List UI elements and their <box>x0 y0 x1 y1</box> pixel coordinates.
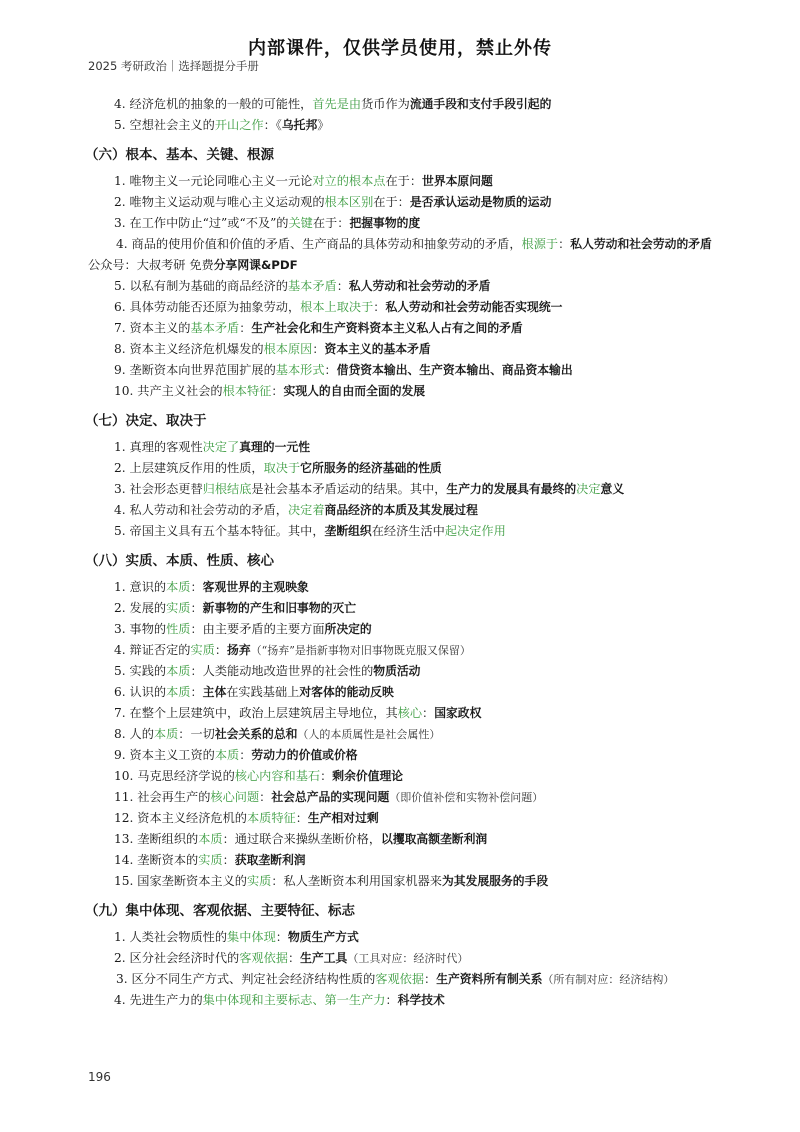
text-run: ： <box>239 321 252 335</box>
text-run: 11. 社会再生产的 <box>114 790 211 804</box>
keyword-highlight: 取决于 <box>263 461 301 475</box>
keyword-highlight: 根本原因 <box>263 342 313 356</box>
answer-bold: 生产力的发展具有最终的 <box>446 482 577 496</box>
list-item <box>88 276 718 297</box>
keyword-highlight: 基本形式 <box>275 363 325 377</box>
answer-bold: 以攫取高额垄断利润 <box>381 832 488 846</box>
keyword-highlight: 核心 <box>397 706 423 720</box>
section-title: （六）根本、基本、关键、根源 <box>85 147 274 163</box>
answer-bold: 真理的一元性 <box>239 440 310 454</box>
keyword-highlight: 客观依据 <box>239 951 288 965</box>
list-item <box>88 297 718 318</box>
list-item <box>88 339 718 360</box>
keyword-highlight: 实质 <box>198 853 223 867</box>
answer-bold: 垄断组织 <box>324 524 372 538</box>
text-run: 在经济生活中 <box>371 524 445 538</box>
text-run: 1. 意识的 <box>114 580 167 594</box>
keyword-highlight: 起决定作用 <box>444 524 506 538</box>
text-run: 》 <box>317 118 330 132</box>
text-run: 7. 资本主义的 <box>114 321 191 335</box>
text-run: ：由主要矛盾的主要方面 <box>190 622 325 636</box>
annotation-note: （“扬弃”是指新事物对旧事物既克服又保留） <box>250 644 471 657</box>
answer-bold: 世界本原问题 <box>422 174 493 188</box>
text-run: 13. 垄断组织的 <box>114 832 199 846</box>
text-run: 7. 在整个上层建筑中，政治上层建筑居主导地位，其 <box>114 706 398 720</box>
watermark-banner: 内部课件，仅供学员使用，禁止外传 <box>248 38 552 59</box>
text-run: 10. 共产主义社会的 <box>114 384 223 398</box>
keyword-highlight: 决定 <box>576 482 601 496</box>
keyword-highlight: 归根结底 <box>202 482 252 496</box>
list-item <box>88 850 718 871</box>
text-run: 4. 先进生产力的 <box>114 993 203 1007</box>
page-number: 196 <box>88 1070 111 1084</box>
text-run: ： <box>312 342 325 356</box>
text-run: 1. 真理的客观性 <box>114 440 203 454</box>
text-run: ： <box>424 972 437 986</box>
text-run: 14. 垄断资本的 <box>114 853 199 867</box>
text-run: 2. 上层建筑反作用的性质， <box>114 461 264 475</box>
keyword-highlight: 实质 <box>166 601 191 615</box>
text-run: 4. 商品的使用价值和价值的矛盾、生产商品的具体劳动和抽象劳动的矛盾， <box>116 237 522 251</box>
running-head: 2025 考研政治｜选择题提分手册 <box>88 59 259 73</box>
list-item <box>88 948 718 969</box>
text-run: 6. 认识的 <box>114 685 167 699</box>
section <box>88 94 718 136</box>
text-run: 3. 事物的 <box>114 622 167 636</box>
keyword-highlight: 核心问题 <box>210 790 260 804</box>
text-run: 2. 唯物主义运动观与唯心主义运动观的 <box>114 195 325 209</box>
keyword-highlight: 首先是由 <box>312 97 362 111</box>
text-run: ： <box>558 237 571 251</box>
text-run: ： <box>275 930 288 944</box>
text-run: 1. 人类社会物质性的 <box>114 930 228 944</box>
text-run: 2. 区分社会经济时代的 <box>114 951 240 965</box>
list-item <box>88 724 718 745</box>
list-item <box>88 381 718 402</box>
keyword-highlight: 对立的根本点 <box>312 174 386 188</box>
keyword-highlight: 客观依据 <box>375 972 425 986</box>
section <box>85 145 718 402</box>
keyword-highlight: 集中体现和主要标志、第一生产力 <box>202 993 386 1007</box>
text-run: 9. 资本主义工资的 <box>114 748 215 762</box>
list-item <box>88 927 718 948</box>
answer-bold: 国家政权 <box>434 706 482 720</box>
section-title: （九）集中体现、客观依据、主要特征、标志 <box>85 903 355 919</box>
answer-bold: 物质活动 <box>373 664 421 678</box>
answer-bold: 商品经济的本质及其发展过程 <box>324 503 478 517</box>
section-title: （八）实质、本质、性质、核心 <box>85 553 274 569</box>
answer-bold: 流通手段和支付手段引起的 <box>409 97 552 111</box>
answer-bold: 生产社会化和生产资料资本主义私人占有之间的矛盾 <box>251 321 523 335</box>
text-run: 5. 空想社会主义的 <box>114 118 215 132</box>
list-item <box>88 115 718 136</box>
keyword-highlight: 本质 <box>166 580 191 594</box>
list-item <box>88 94 718 115</box>
list-item <box>88 969 718 990</box>
answer-bold: 实现人的自由而全面的发展 <box>283 384 426 398</box>
keyword-highlight: 根本区别 <box>324 195 374 209</box>
text-run: 5. 实践的 <box>114 664 167 678</box>
text-run: 10. 马克思经济学说的 <box>114 769 235 783</box>
keyword-highlight: 基本矛盾 <box>287 279 337 293</box>
keyword-highlight: 核心内容和基石 <box>234 769 321 783</box>
keyword-highlight: 实质 <box>190 643 215 657</box>
list-item <box>88 479 718 500</box>
text-run: 3. 在工作中防止“过”或“不及”的 <box>114 216 289 230</box>
text-run: 4. 经济危机的抽象的一般的可能性， <box>114 97 313 111</box>
keyword-highlight: 开山之作 <box>214 118 264 132</box>
text-run: 8. 人的 <box>114 727 154 741</box>
text-run: 公众号：大叔考研 免费 <box>88 258 214 272</box>
answer-bold: 它所服务的经济基础的性质 <box>300 461 442 475</box>
answer-bold: 是否承认运动是物质的运动 <box>409 195 552 209</box>
answer-bold: 私人劳动和社会劳动能否实现统一 <box>385 300 563 314</box>
keyword-highlight: 根本上取决于 <box>300 300 374 314</box>
section-title: （七）决定、取决于 <box>85 413 207 429</box>
answer-bold: 社会总产品的实现问题 <box>271 790 390 804</box>
keyword-highlight: 本质特征 <box>246 811 296 825</box>
text-run: 4. 私人劳动和社会劳动的矛盾， <box>114 503 288 517</box>
answer-bold: 主体 <box>202 685 227 699</box>
text-run: ： <box>271 384 284 398</box>
keyword-highlight: 基本矛盾 <box>190 321 240 335</box>
text-run: ： <box>320 769 333 783</box>
keyword-highlight: 根本特征 <box>222 384 272 398</box>
keyword-highlight: 实质 <box>246 874 272 888</box>
keyword-highlight: 关键 <box>288 216 313 230</box>
annotation-note: （所有制对应：经济结构） <box>542 973 675 986</box>
annotation-note: （人的本质属性是社会属性） <box>297 728 441 741</box>
keyword-highlight: 集中体现 <box>227 930 276 944</box>
keyword-highlight: 本质 <box>198 832 223 846</box>
text-run: 4. 辩证否定的 <box>114 643 191 657</box>
answer-bold: 意义 <box>600 482 625 496</box>
list-item <box>88 360 718 381</box>
text-run: 在于： <box>373 195 410 209</box>
list-item <box>88 234 718 276</box>
text-run: 货币作为 <box>361 97 410 111</box>
answer-bold: 科学技术 <box>397 993 445 1007</box>
answer-bold: 社会关系的总和 <box>214 727 298 741</box>
text-run: 5. 以私有制为基础的商品经济的 <box>114 279 288 293</box>
list-item <box>88 577 718 598</box>
text-run: 在于： <box>385 174 423 188</box>
answer-bold: 物质生产方式 <box>287 930 359 944</box>
list-item <box>88 598 718 619</box>
keyword-highlight: 本质 <box>153 727 179 741</box>
section <box>85 411 718 542</box>
keyword-highlight: 决定了 <box>202 440 240 454</box>
text-run: ：一切 <box>178 727 215 741</box>
list-item <box>88 682 718 703</box>
answer-bold: 新事物的产生和旧事物的灭亡 <box>202 601 357 615</box>
text-run: 1. 唯物主义一元论同唯心主义一元论 <box>114 174 313 188</box>
keyword-highlight: 本质 <box>214 748 240 762</box>
keyword-highlight: 根源于 <box>521 237 559 251</box>
text-run: 在于： <box>312 216 350 230</box>
annotation-note: （即价值补偿和实物补偿问题） <box>389 791 544 804</box>
answer-bold: 对客体的能动反映 <box>299 685 394 699</box>
list-item <box>88 500 718 521</box>
text-run: ： <box>422 706 435 720</box>
keyword-highlight: 决定着 <box>287 503 325 517</box>
list-item <box>88 745 718 766</box>
text-run: ： <box>239 748 252 762</box>
text-run: 5. 帝国主义具有五个基本特征。其中， <box>114 524 325 538</box>
list-item <box>88 458 718 479</box>
text-run: ：通过联合来操纵垄断价格， <box>222 832 382 846</box>
list-item <box>88 766 718 787</box>
answer-bold: 私人劳动和社会劳动的矛盾 <box>570 237 712 251</box>
list-item <box>88 703 718 724</box>
list-item <box>88 829 718 850</box>
answer-bold: 生产相对过剩 <box>307 811 379 825</box>
text-run: ：人类能动地改造世界的社会性的 <box>190 664 374 678</box>
list-item <box>88 521 718 542</box>
list-item <box>88 171 718 192</box>
text-run: ： <box>324 363 337 377</box>
text-run: ： <box>190 580 203 594</box>
answer-bold: 为其发展服务的手段 <box>441 874 549 888</box>
text-run: ： <box>214 643 228 657</box>
text-run: ： <box>222 853 235 867</box>
list-item <box>88 192 718 213</box>
text-run: 15. 国家垄断资本主义的 <box>114 874 247 888</box>
text-run: 3. 区分不同生产方式、判定社会经济结构性质的 <box>116 972 376 986</box>
answer-bold: 借贷资本输出、生产资本输出、商品资本输出 <box>336 363 573 377</box>
text-run: 2. 发展的 <box>114 601 167 615</box>
list-item <box>88 661 718 682</box>
section <box>85 901 718 1011</box>
list-item <box>88 318 718 339</box>
answer-bold: 所决定的 <box>324 622 372 636</box>
answer-bold: 劳动力的价值或价格 <box>251 748 358 762</box>
text-run: ： <box>190 601 203 615</box>
answer-bold: 生产工具 <box>300 951 348 965</box>
keyword-highlight: 本质 <box>166 685 191 699</box>
text-run: ： <box>336 279 349 293</box>
keyword-highlight: 性质 <box>166 622 191 636</box>
text-run: ：私人垄断资本利用国家机器来 <box>271 874 442 888</box>
answer-bold: 客观世界的主观映象 <box>202 580 309 594</box>
list-item <box>88 787 718 808</box>
keyword-highlight: 本质 <box>166 664 191 678</box>
list-item <box>88 640 718 661</box>
answer-bold: 私人劳动和社会劳动的矛盾 <box>348 279 491 293</box>
answer-bold: 剩余价值理论 <box>332 769 404 783</box>
text-run: 3. 社会形态更替 <box>114 482 203 496</box>
text-run: 6. 具体劳动能否还原为抽象劳动， <box>114 300 301 314</box>
list-item <box>88 213 718 234</box>
text-run: ： <box>190 685 203 699</box>
text-run: ： <box>287 951 301 965</box>
answer-bold: 扬弃 <box>227 643 251 657</box>
list-item <box>88 619 718 640</box>
annotation-note: （工具对应：经济时代） <box>347 952 469 965</box>
text-run: 9. 垄断资本向世界范围扩展的 <box>114 363 276 377</box>
answer-bold: 获取垄断利润 <box>234 853 306 867</box>
answer-bold: 乌托邦 <box>281 118 318 132</box>
text-run: ： <box>373 300 386 314</box>
list-item <box>88 808 718 829</box>
list-item <box>88 437 718 458</box>
list-item <box>88 990 718 1011</box>
text-run: 在实践基础上 <box>226 685 300 699</box>
answer-bold: 分享网课&PDF <box>213 258 298 272</box>
list-item <box>88 871 718 892</box>
document-body <box>85 94 718 1017</box>
text-run: ： <box>385 993 398 1007</box>
answer-bold: 生产资料所有制关系 <box>436 972 543 986</box>
section <box>85 551 718 892</box>
text-run: ： <box>295 811 308 825</box>
text-run: 8. 资本主义经济危机爆发的 <box>114 342 264 356</box>
answer-bold: 把握事物的度 <box>349 216 421 230</box>
text-run: 是社会基本矛盾运动的结果。其中， <box>251 482 447 496</box>
text-run: ：《 <box>263 118 282 132</box>
answer-bold: 资本主义的基本矛盾 <box>324 342 431 356</box>
text-run: 12. 资本主义经济危机的 <box>114 811 247 825</box>
text-run: ： <box>259 790 272 804</box>
